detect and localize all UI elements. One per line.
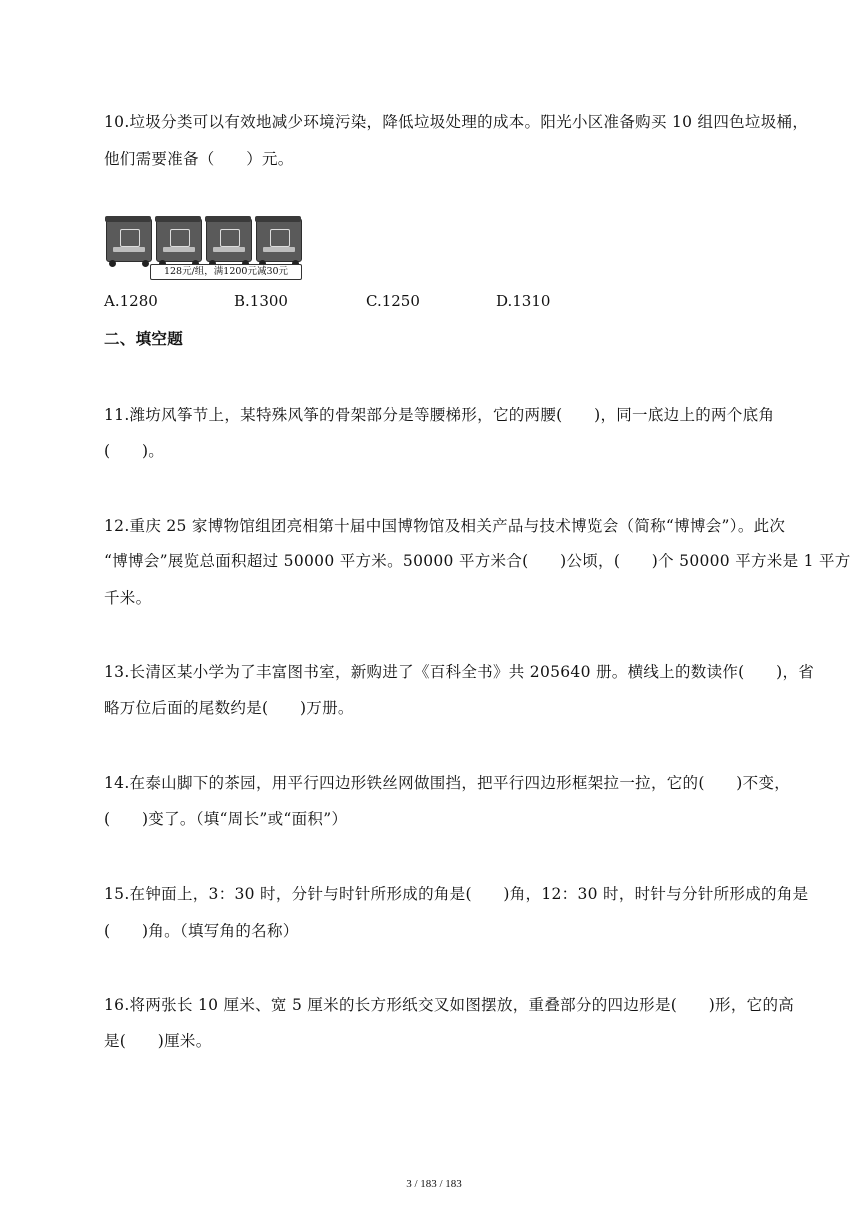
q12-line-1: 12.重庆 25 家博物馆组团亮相第十届中国博物馆及相关产品与技术博览会（简称“博博会”）。此次 [104, 517, 786, 535]
price-tag: 128元/组，满1200元减30元 [150, 264, 302, 280]
q11-line-2: ( )。 [104, 442, 165, 460]
option-c: C.1250 [366, 292, 420, 310]
q10-line-2: 他们需要准备（ ）元。 [104, 150, 294, 168]
q10-line-1: 10.垃圾分类可以有效地减少环境污染，降低垃圾处理的成本。阳光小区准备购买 10 组四色垃圾桶， [104, 113, 809, 131]
trash-bins-image [104, 216, 304, 280]
q10-options [104, 292, 704, 312]
option-d: D.1310 [496, 292, 551, 310]
trash-bin-icon [156, 218, 202, 262]
trash-bin-icon [256, 218, 302, 262]
q14-line-2: ( )变了。（填“周长”或“面积”） [104, 810, 348, 828]
q12-line-2: “博博会”展览总面积超过 50000 平方米。50000 平方米合( )公顷，( )个 50000 平方米是 1 平方 [104, 552, 851, 570]
q13-line-1: 13.长清区某小学为了丰富图书室，新购进了《百科全书》共 205640 册。横线上的数读作( )，省 [104, 663, 815, 681]
q16-line-1: 16.将两张长 10 厘米、宽 5 厘米的长方形纸交叉如图摆放，重叠部分的四边形是( )形，它的高 [104, 996, 795, 1014]
section-heading: 二、填空题 [104, 329, 184, 348]
page-number: 3 / 183 / 183 [406, 1178, 462, 1190]
option-b: B.1300 [234, 292, 288, 310]
trash-bin-icon [206, 218, 252, 262]
q12-line-3: 千米。 [104, 589, 152, 607]
q15-line-2: ( )角。（填写角的名称） [104, 922, 299, 940]
trash-bin-icon [106, 218, 152, 262]
q11-line-1: 11.潍坊风筝节上，某特殊风筝的骨架部分是等腰梯形，它的两腰( )，同一底边上的两个底角 [104, 406, 775, 424]
option-a: A.1280 [104, 292, 158, 310]
q14-line-1: 14.在泰山脚下的茶园，用平行四边形铁丝网做围挡，把平行四边形框架拉一拉，它的( )不变， [104, 774, 791, 792]
q16-line-2: 是( )厘米。 [104, 1032, 212, 1050]
q15-line-1: 15.在钟面上，3：30 时，分针与时针所形成的角是( )角，12：30 时，时针与分针所形成的角是 [104, 885, 809, 903]
q13-line-2: 略万位后面的尾数约是( )万册。 [104, 699, 354, 717]
